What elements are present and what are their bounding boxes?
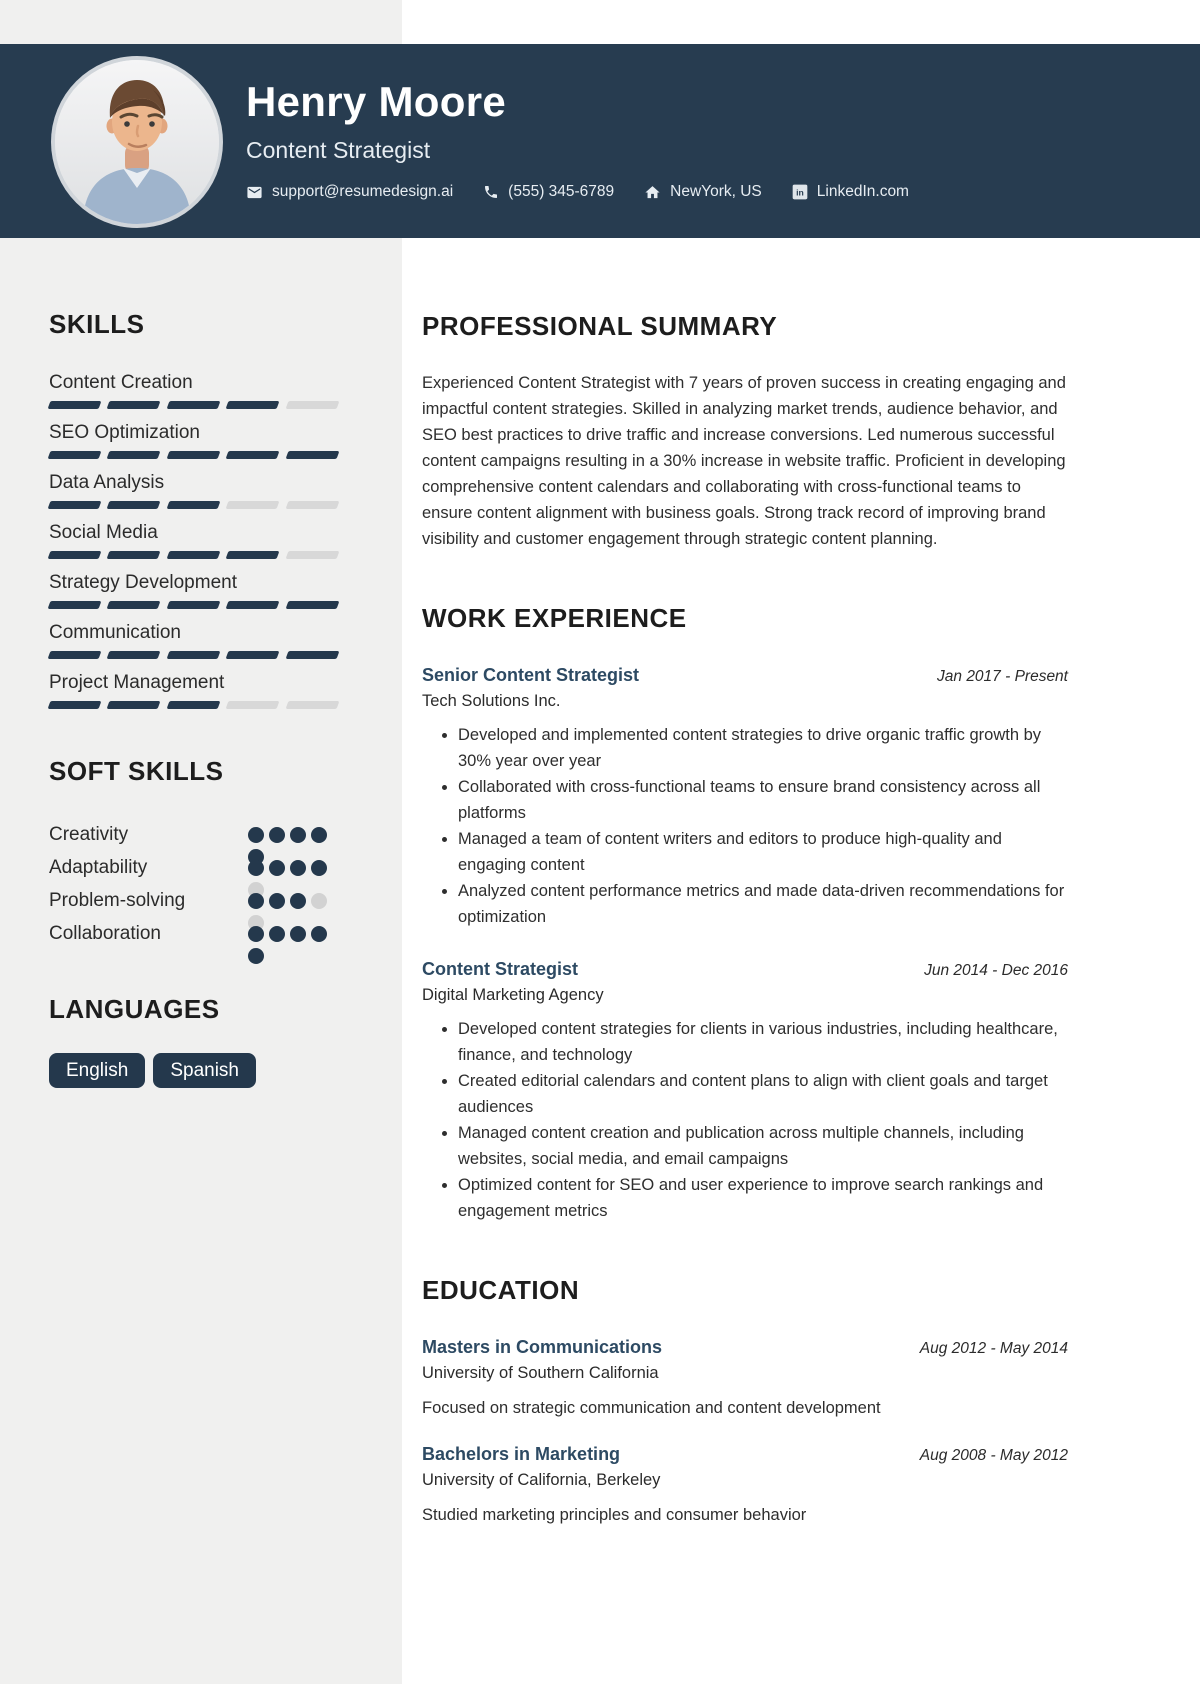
skill-bar-segment-filled	[226, 401, 280, 409]
education-list	[422, 1334, 1068, 1528]
skill-bar	[49, 401, 338, 409]
rating-dot-filled	[269, 893, 285, 909]
education-degree: Bachelors in Marketing	[422, 1444, 621, 1464]
skill-item	[49, 420, 338, 470]
rating-dot-filled	[248, 860, 264, 876]
education-header	[422, 1441, 1068, 1467]
soft-skill-row	[49, 885, 338, 918]
skill-bar-segment-filled	[166, 651, 220, 659]
soft-skill-row	[49, 819, 338, 852]
education-section	[422, 1274, 1068, 1528]
rating-dot-empty	[311, 893, 327, 909]
person-name: Henry Moore	[246, 78, 507, 125]
job-company: Digital Marketing Agency	[422, 986, 604, 1004]
soft-skill-label: Collaboration	[49, 923, 161, 944]
job-header	[422, 956, 1068, 982]
rating-dot-filled	[290, 893, 306, 909]
skill-bar-segment-empty	[285, 551, 339, 559]
skill-label: Communication	[49, 622, 181, 643]
skill-bar-segment-filled	[48, 651, 102, 659]
job-header	[422, 662, 1068, 688]
job-bullet: • Analyzed content performance metrics and made data-driven recommendations for optimization	[458, 878, 1068, 930]
skill-bar-segment-filled	[107, 401, 161, 409]
rating-dot-filled	[269, 926, 285, 942]
job-title: Senior Content Strategist	[422, 665, 640, 685]
avatar-image	[55, 60, 219, 224]
skill-bar-segment-filled	[48, 451, 102, 459]
skill-bar-segment-filled	[226, 551, 280, 559]
experience-section	[422, 602, 1068, 1224]
summary-heading: PROFESSIONAL SUMMARY	[422, 311, 778, 341]
avatar	[55, 60, 219, 224]
skill-bar-segment-filled	[166, 601, 220, 609]
language-pill: Spanish	[153, 1053, 256, 1088]
skills-heading: SKILLS	[49, 309, 145, 339]
rating-dot-filled	[248, 948, 264, 964]
soft-skills-list	[49, 819, 338, 951]
skill-bar-segment-empty	[285, 501, 339, 509]
rating-dot-filled	[248, 827, 264, 843]
sidebar	[0, 238, 402, 1088]
skill-item	[49, 370, 338, 420]
job-bullets	[422, 1016, 1068, 1224]
rating-dot-filled	[290, 926, 306, 942]
soft-skill-row	[49, 852, 338, 885]
soft-skill-dots	[248, 926, 328, 964]
skill-bar	[49, 651, 338, 659]
rating-dot-filled	[311, 926, 327, 942]
skill-label: Content Creation	[49, 372, 193, 393]
education-header	[422, 1334, 1068, 1360]
skill-label: Social Media	[49, 522, 158, 543]
soft-skill-label: Problem-solving	[49, 890, 186, 911]
job-bullet: • Collaborated with cross-functional teams to ensure brand consistency across all platforms	[458, 774, 1068, 826]
skill-bar-segment-filled	[48, 501, 102, 509]
contact-text: (555) 345-6789	[508, 183, 615, 200]
soft-skill-label: Creativity	[49, 824, 129, 845]
skill-bar-segment-filled	[107, 601, 161, 609]
skill-bar-segment-filled	[48, 401, 102, 409]
contact-text: support@resumedesign.ai	[272, 183, 454, 200]
job-entry	[422, 956, 1068, 1224]
job-bullet: • Developed and implemented content strategies to drive organic traffic growth by 30% year over year	[458, 722, 1068, 774]
skill-bar-segment-empty	[285, 401, 339, 409]
skill-bar-segment-empty	[226, 701, 280, 709]
job-bullet: • Managed content creation and publication across multiple channels, including websites, social media, and email campaigns	[458, 1120, 1068, 1172]
education-dates: Aug 2012 - May 2014	[919, 1340, 1068, 1357]
skill-item	[49, 620, 338, 670]
rating-dot-filled	[311, 860, 327, 876]
skill-item	[49, 520, 338, 570]
contact-row	[246, 183, 1166, 201]
rating-dot-filled	[248, 926, 264, 942]
job-bullets	[422, 722, 1068, 930]
skill-bar-segment-filled	[107, 551, 161, 559]
contact-item-home[interactable]	[644, 183, 762, 201]
skill-label: Project Management	[49, 672, 225, 693]
skill-bar-segment-filled	[48, 551, 102, 559]
experience-heading: WORK EXPERIENCE	[422, 603, 687, 633]
contact-text: NewYork, US	[670, 183, 762, 200]
skill-bar	[49, 601, 338, 609]
header	[0, 44, 1200, 238]
phone-icon	[483, 184, 499, 200]
skill-bar-segment-filled	[285, 651, 339, 659]
skill-bar-segment-filled	[107, 501, 161, 509]
job-bullet: • Optimized content for SEO and user experience to improve search rankings and engagement metrics	[458, 1172, 1068, 1224]
home-icon	[644, 184, 661, 201]
skill-bar-segment-filled	[285, 601, 339, 609]
skill-bar	[49, 501, 338, 509]
skill-bar-segment-filled	[107, 451, 161, 459]
job-dates: Jan 2017 - Present	[937, 668, 1068, 685]
rating-dot-filled	[290, 827, 306, 843]
skill-bar	[49, 451, 338, 459]
rating-dot-filled	[290, 860, 306, 876]
skill-bar-segment-filled	[226, 651, 280, 659]
skill-bar	[49, 701, 338, 709]
education-dates: Aug 2008 - May 2012	[919, 1447, 1068, 1464]
skill-bar-segment-filled	[166, 701, 220, 709]
soft-skill-row	[49, 918, 338, 951]
education-entry	[422, 1334, 1068, 1421]
email-icon	[246, 184, 263, 201]
rating-dot-filled	[311, 827, 327, 843]
skill-label: Strategy Development	[49, 572, 237, 593]
education-description: Focused on strategic communication and content development	[422, 1399, 881, 1417]
job-bullet: • Developed content strategies for clients in various industries, including healthcare, finance, and technology	[458, 1016, 1068, 1068]
language-pill: English	[49, 1053, 145, 1088]
languages-list	[49, 1053, 338, 1088]
skill-bar	[49, 551, 338, 559]
rating-dot-filled	[269, 860, 285, 876]
contact-item-linkedin[interactable]	[792, 183, 909, 201]
education-school: University of Southern California	[422, 1364, 659, 1382]
education-entry	[422, 1441, 1068, 1528]
skill-item	[49, 470, 338, 520]
skill-item	[49, 570, 338, 620]
job-entry	[422, 662, 1068, 930]
summary-text: Experienced Content Strategist with 7 years of proven success in creating engaging and impactful content strategies. Skilled in analyzing market trends, audience behavior, and SEO best practices to drive traffic and increase conversions. Led numerous successful content campaigns resulting in a 30% increase in website traffic. Proficient in developing comprehensive content calendars and collaborating with cross-functional teams to ensure content alignment with business goals. Strong track record of improving brand visibility and customer engagement through strategic content planning.	[422, 374, 1066, 548]
summary-section	[422, 310, 1068, 552]
education-degree: Masters in Communications	[422, 1337, 663, 1357]
skill-bar-segment-filled	[166, 501, 220, 509]
job-company: Tech Solutions Inc.	[422, 692, 561, 710]
skill-label: SEO Optimization	[49, 422, 200, 443]
linkedin-icon	[792, 184, 808, 200]
skill-label: Data Analysis	[49, 472, 165, 493]
job-title: Content Strategist	[422, 959, 579, 979]
skill-bar-segment-filled	[107, 651, 161, 659]
skill-bar-segment-filled	[166, 451, 220, 459]
languages-heading: LANGUAGES	[49, 994, 220, 1024]
skill-item	[49, 670, 338, 720]
education-description: Studied marketing principles and consumer behavior	[422, 1506, 807, 1524]
rating-dot-filled	[269, 827, 285, 843]
skill-bar-segment-filled	[226, 451, 280, 459]
skill-bar-segment-filled	[166, 551, 220, 559]
skill-bar-segment-filled	[226, 601, 280, 609]
job-bullet: • Created editorial calendars and content plans to align with client goals and target audiences	[458, 1068, 1068, 1120]
skill-bar-segment-filled	[166, 401, 220, 409]
skill-bar-segment-filled	[48, 601, 102, 609]
skill-bar-segment-filled	[107, 701, 161, 709]
contact-item-phone[interactable]	[483, 183, 614, 201]
skill-bar-segment-filled	[48, 701, 102, 709]
soft-skill-label: Adaptability	[49, 857, 148, 878]
main-content	[402, 238, 1200, 1528]
job-bullet: • Managed a team of content writers and editors to produce high-quality and engaging content	[458, 826, 1068, 878]
education-school: University of California, Berkeley	[422, 1471, 661, 1489]
skill-bar-segment-empty	[226, 501, 280, 509]
education-heading: EDUCATION	[422, 1275, 580, 1305]
svg-text:in: in	[795, 187, 804, 198]
soft-skills-heading: SOFT SKILLS	[49, 756, 224, 786]
skill-bar-segment-empty	[285, 701, 339, 709]
header-text	[246, 44, 1166, 201]
jobs-list	[422, 662, 1068, 1224]
contact-text: LinkedIn.com	[816, 183, 909, 200]
rating-dot-filled	[248, 893, 264, 909]
person-role: Content Strategist	[246, 137, 431, 163]
job-dates: Jun 2014 - Dec 2016	[924, 962, 1068, 979]
contact-item-email[interactable]	[246, 183, 453, 201]
skills-list	[49, 370, 338, 720]
skill-bar-segment-filled	[285, 451, 339, 459]
